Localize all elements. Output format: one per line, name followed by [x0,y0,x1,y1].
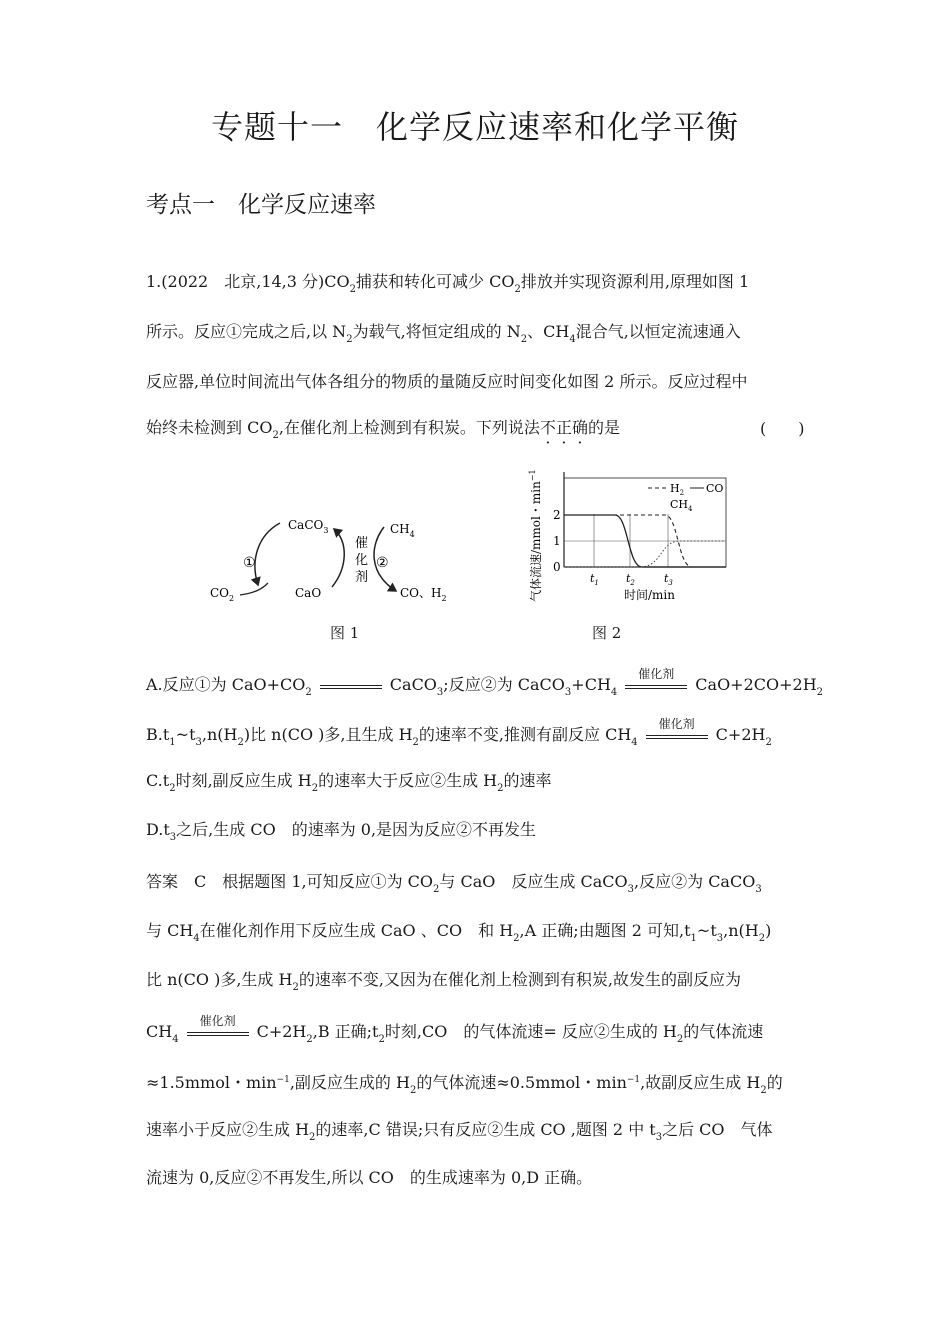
option-b: $B.t_1\sim t_3,n(H_2)$比 n(CO )多,且生成 $H_2$的速率不变,推测有副反应 $CH_4$ 催化剂 $C+2H_2$ [146,716,772,748]
x-tick-t2: $t_2$ [626,572,635,587]
cycle-arc-right [332,529,344,587]
reaction-1-marker: ① [243,555,256,571]
question-line-1: 1.(2022 北京,14,3 分)$CO_2$捕获和转化可减少 $CO_2$排放并实现资源利用,原理如图 1 [146,272,750,295]
catalyst-arrow: 催化剂 [183,1025,253,1041]
catalyst-arrow: 催化剂 [642,728,712,744]
figure-2-caption: 图 2 [592,624,622,642]
reaction-2-marker: ② [376,555,389,571]
co2-entry-arrow [240,583,268,595]
y-tick-2: 2 [553,508,561,522]
legend-co: CO [706,482,724,495]
figure-1-caption: 图 1 [330,624,360,642]
catalyst-char-3: 剂 [355,570,369,585]
caco3-label: CaCO$_3$ [288,518,329,535]
legend-ch4: $CH_4$ [670,498,693,513]
x-axis-label: 时间/min [624,588,675,602]
legend-h2: $H_2$ [670,482,685,497]
page-title: 专题十一 化学反应速率和化学平衡 [210,108,739,146]
equals-sign [316,678,386,694]
question-line-2: 所示。反应①完成之后,以 $N_2$为载气,将恒定组成的 $N_2$、$CH_4$混合气,以恒定流速通入 [146,322,741,345]
option-d: $D.t_3$之后,生成 CO 的速率为 0,是因为反应②不再发生 [146,820,537,843]
answer-blank: ( ) [760,419,805,438]
ch4-label: $CH_4$ [390,522,415,539]
answer-line-6: 速率小于反应②生成 $H_2$的速率,C 错误;只有反应②生成 CO ,题图 2 中 $t_3$之后 CO 气体 [146,1120,773,1143]
cao-label: CaO [295,586,322,600]
cycle-arc-left [255,523,280,585]
x-tick-t1: $t_1$ [590,572,599,587]
catalyst-char-2: 化 [355,553,369,568]
option-a: A.反应①为 $CaO+CO_2$ CaCO$_3$;反应②为 $CaCO_3+CH_4$ 催化剂 $CaO+2CO+2H_2$ [146,666,824,698]
question-line-4: 始终未检测到 $CO_2$,在催化剂上检测到有积炭。下列说法不正确的是 [146,418,620,441]
catalyst-char-1: 催 [355,536,369,551]
option-c: $C.t_2$时刻,副反应生成 $H_2$的速率大于反应②生成 $H_2$的速率 [146,771,552,794]
answer-line-4: $CH_4$ 催化剂 $C+2H_2,B$ 正确$;t_2$时刻,CO 的气体流速= 反应②生成的 $H_2$的气体流速 [146,1013,764,1045]
x-tick-t3: $t_3$ [664,572,673,587]
series-ch4-line [564,541,726,567]
y-tick-1: 1 [553,534,561,548]
answer-line-5: ≈1.5mmol・$\min^{-1}$,副反应生成的 $H_2$的气体流速≈0.5mmol・$\min^{-1}$,故副反应生成 $H_2$的 [146,1073,783,1096]
section-heading: 考点一 化学反应速率 [146,192,376,218]
products-label: CO、$H_2$ [400,586,447,603]
answer-line-3: 比 n(CO )多,生成 $H_2$的速率不变,又因为在催化剂上检测到有积炭,故发生的副反应为 [146,970,742,993]
answer-line-7: 流速为 0,反应②不再发生,所以 CO 的生成速率为 0,D 正确。 [146,1168,593,1187]
figure-1-diagram [200,505,470,615]
answer-line-1: 答案 C 根据题图 1,可知反应①为 $CO_2$与 CaO 反应生成 CaCO$_3$,反应②为 CaCO$_3$ [146,872,762,895]
question-line-3: 反应器,单位时间流出气体各组分的物质的量随反应时间变化如图 2 所示。反应过程中 [146,372,748,391]
catalyst-arrow: 催化剂 [621,678,691,694]
y-axis-label: 气体流速/mmol・$\min^{-1}$ [528,469,543,602]
co2-label: $CO_2$ [210,586,235,603]
figure-2-chart [520,452,750,610]
answer-line-2: 与 $CH_4$在催化剂作用下反应生成 CaO 、CO 和 $H_2,A$ 正确;由题图 2 可知$,t_1\sim t_3,n(H_2)$ [146,921,772,944]
plot-frame [564,478,726,567]
y-tick-0: 0 [553,560,561,574]
